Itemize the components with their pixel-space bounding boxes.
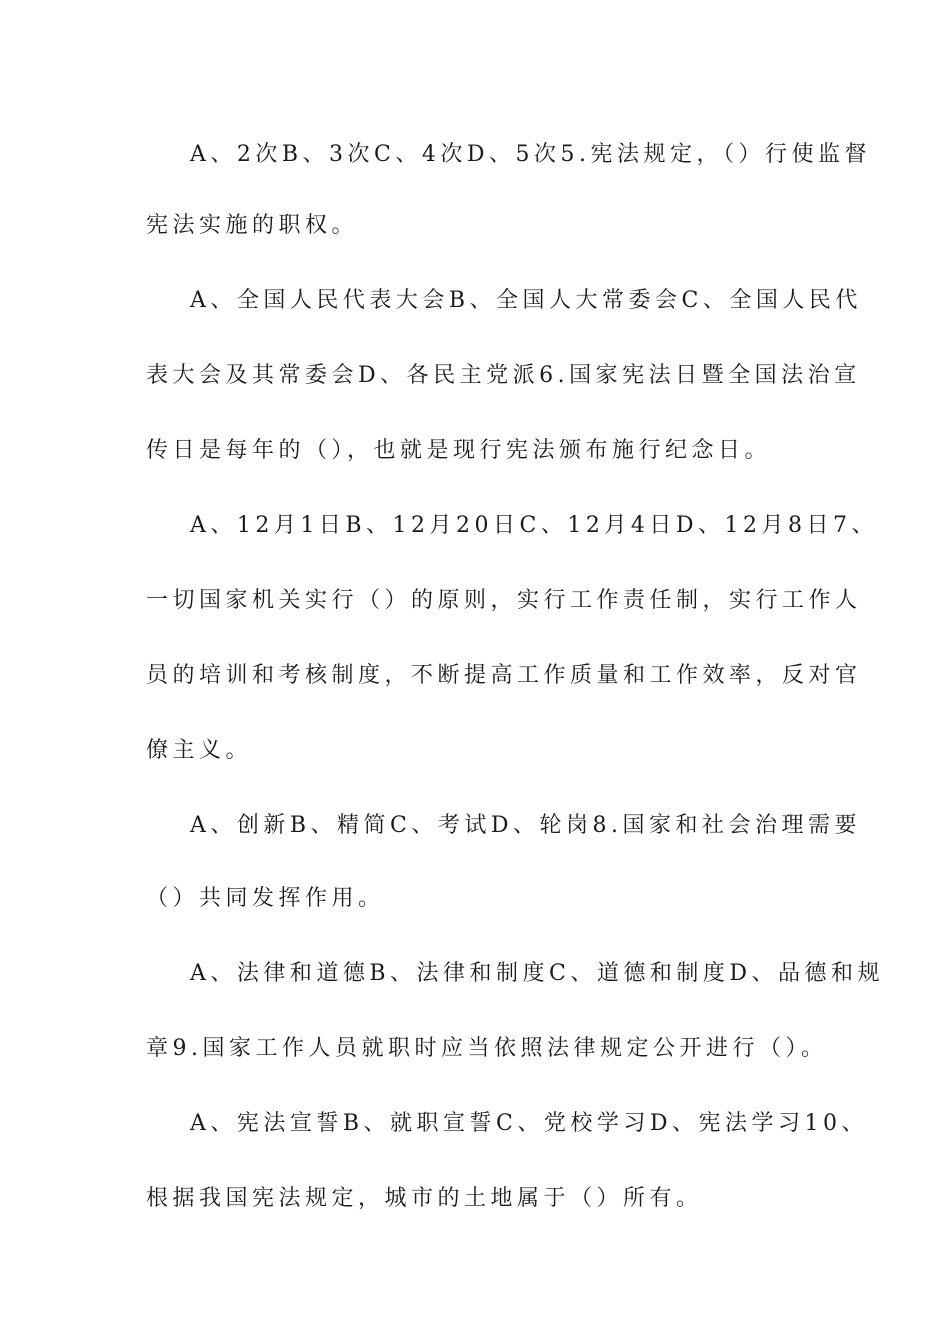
text-line: 表大会及其常委会D、各民主党派6.国家宪法日暨全国法治宣 <box>146 363 861 388</box>
text-line: A、12月1日B、12月20日C、12月4日D、12月8日7、 <box>190 513 878 538</box>
text-line: A、2次B、3次C、4次D、5次5.宪法规定，（）行使监督 <box>190 142 872 167</box>
text-line: 一切国家机关实行（）的原则，实行工作责任制，实行工作人 <box>146 588 862 613</box>
text-line: A、全国人民代表大会B、全国人大常委会C、全国人民代 <box>190 288 862 313</box>
text-line: （）共同发挥作用。 <box>146 886 385 911</box>
text-line: 章9.国家工作人员就职时应当依照法律规定公开进行（）。 <box>146 1036 828 1061</box>
text-line: A、宪法宣誓B、就职宣誓C、党校学习D、宪法学习10、 <box>190 1111 869 1136</box>
text-line: 宪法实施的职权。 <box>146 213 359 238</box>
text-line: 僚主义。 <box>146 738 253 763</box>
text-line: 传日是每年的（），也就是现行宪法颁布施行纪念日。 <box>146 438 772 463</box>
text-line: A、法律和道德B、法律和制度C、道德和制度D、品德和规 <box>190 961 885 986</box>
text-line: 根据我国宪法规定，城市的土地属于（）所有。 <box>146 1186 703 1211</box>
text-line: A、创新B、精简C、考试D、轮岗8.国家和社会治理需要 <box>190 813 862 838</box>
text-line: 员的培训和考核制度，不断提高工作质量和工作效率，反对官 <box>146 663 862 688</box>
